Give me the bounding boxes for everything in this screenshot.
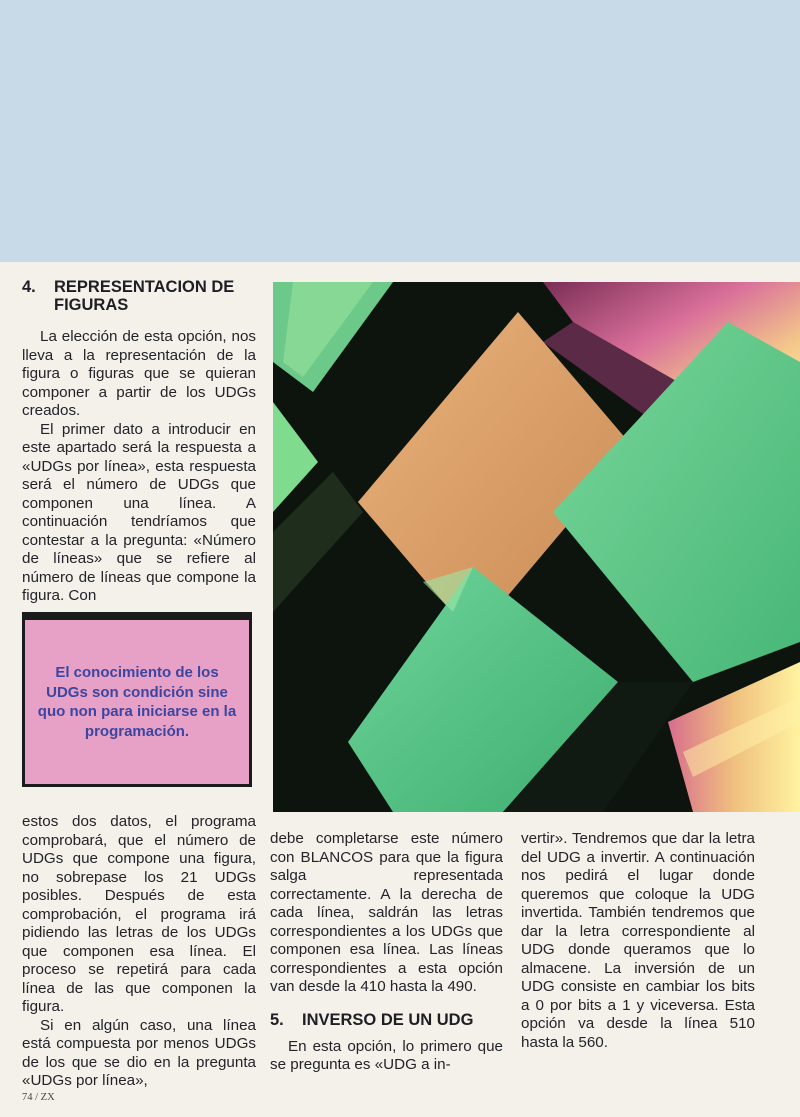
column-1-bottom bbox=[22, 813, 256, 1091]
column-1-bottom-paragraph-1: estos dos datos, el programa comprobará, que el número de UDGs que compone una figura, no sobrepase los 21 UDGs posibles. Después de esta comprobación, el programa irá pidiendo las letras de los UDGs que componen esa línea. El proceso se repetirá para cada línea de las que componen la figura. bbox=[22, 813, 256, 1015]
pull-quote-box bbox=[22, 612, 252, 787]
section-4-number: 4. bbox=[22, 278, 36, 296]
section-4-column bbox=[22, 278, 256, 606]
column-2-paragraph-1: debe completarse este número con BLANCOS para que la figura salga representada correctamente. A la derecha de cada línea, saldrán las letras correspondientes a los UDGs que componen esa línea. Las líneas correspondientes a esta opción van desde la 410 hasta la 490. bbox=[270, 830, 503, 995]
section-5-number: 5. bbox=[270, 1010, 284, 1029]
page-folio: 74 / ZX bbox=[22, 1092, 55, 1103]
column-3-paragraph-1: vertir». Tendremos que dar la letra del UDG a invertir. A continuación nos pedirá el lugar donde queremos que coloque la UDG invertida. También tendremos que dar la letra correspondiente al UDG donde queramos que lo almacene. La inversión de un UDG consiste en cambiar los bits a 0 por bits a 1 y viceversa. Esta opción va desde la línea 510 hasta la 560. bbox=[521, 830, 755, 1051]
section-4-heading bbox=[22, 278, 256, 314]
udg-figure-photo bbox=[273, 282, 800, 812]
udg-figure-image bbox=[273, 282, 800, 812]
section-4-paragraph-2: El primer dato a introducir en este apartado será la respuesta a «UDGs por línea», esta respuesta será el número de UDGs que componen una línea. A continuación tendríamos que contestar a la pregunta: «Número de líneas» que se refiere al número de líneas que compone la figura. Con bbox=[22, 420, 256, 604]
section-5-heading bbox=[270, 1011, 503, 1029]
column-1-bottom-paragraph-2: Si en algún caso, una línea está compuesta por menos UDGs de los que se dio en la pregunta «UDGs por línea», bbox=[22, 1016, 256, 1089]
section-4-title-line1: REPRESENTACION DE bbox=[54, 278, 235, 296]
column-2 bbox=[270, 830, 503, 1075]
section-4-title-line2: FIGURAS bbox=[54, 296, 129, 314]
column-3 bbox=[521, 830, 755, 1052]
column-2-paragraph-2: En esta opción, lo primero que se pregunta es «UDG a in- bbox=[270, 1037, 503, 1073]
section-5-title: INVERSO DE UN UDG bbox=[302, 1010, 474, 1029]
top-color-band bbox=[0, 0, 800, 262]
pull-quote-text: El conocimiento de los UDGs son condición sine quo non para iniciarse en la programación. bbox=[37, 664, 237, 740]
section-4-paragraph-1: La elección de esta opción, nos lleva a la representación de la figura o figuras que se quieran componer a partir de los UDGs creados. bbox=[22, 328, 256, 419]
